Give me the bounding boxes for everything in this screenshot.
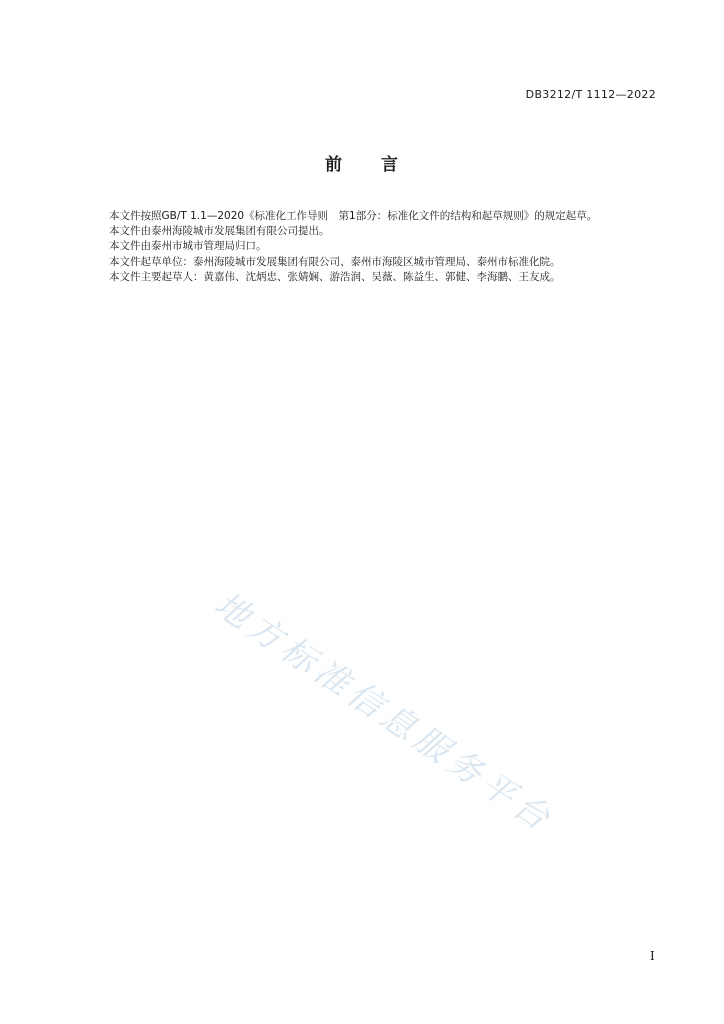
title-part-2: 言 <box>381 155 399 175</box>
document-code: DB3212/T 1112—2022 <box>525 88 656 101</box>
page-title <box>0 150 724 175</box>
foreword-paragraph-standard-basis: 本文件按照GB/T 1.1—2020《标准化工作导则 第1部分：标准化文件的结构和起草规则》的规定起草。 <box>109 210 598 222</box>
watermark: 地方标准信息服务平台 <box>207 584 562 842</box>
foreword-paragraph-administrator: 本文件由泰州市城市管理局归口。 <box>109 240 267 253</box>
foreword-paragraph-proposer: 本文件由泰州海陵城市发展集团有限公司提出。 <box>109 225 330 238</box>
page-number: I <box>650 949 655 963</box>
foreword-body <box>88 209 656 285</box>
foreword-paragraph-drafting-units: 本文件起草单位：泰州海陵城市发展集团有限公司、泰州市海陵区城市管理局、泰州市标准化院。 <box>109 255 561 268</box>
title-part-1: 前 <box>325 155 343 175</box>
foreword-paragraph-drafters: 本文件主要起草人：黄嘉伟、沈炳忠、张婧娴、游浩润、吴薇、陈益生、郭健、李海鹏、王友成。 <box>109 270 561 283</box>
